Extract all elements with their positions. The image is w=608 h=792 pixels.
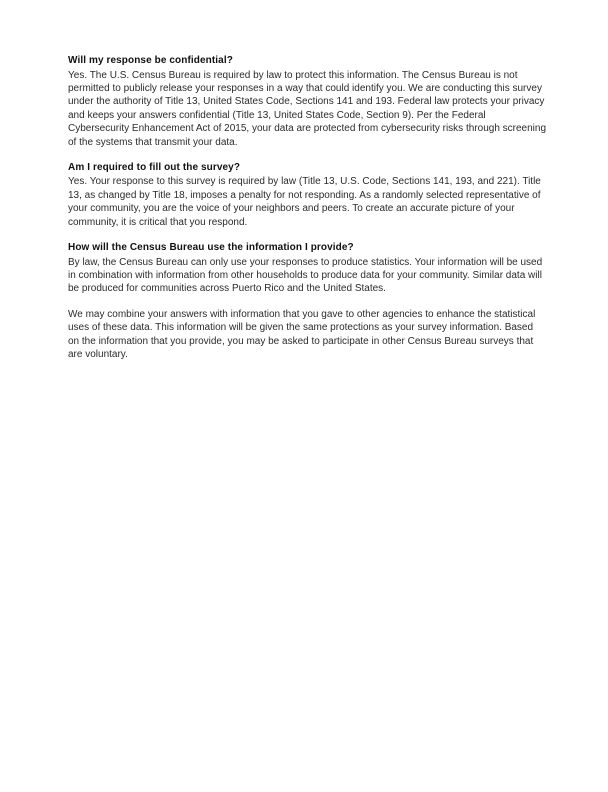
question-heading: Am I required to fill out the survey? bbox=[68, 161, 241, 173]
question-heading: How will the Census Bureau use the information I provide? bbox=[68, 242, 354, 254]
answer-paragraph: Yes. Your response to this survey is required by law (Title 13, U.S. Code, Sections 141, 193, and 221). Title 13, as changed by Title 18, imposes a penalty for not responding. As a randomly selected representative of your community, you are the voice of your neighbors and peers. To create an accurate picture of your community, it is critical that you respond. bbox=[68, 176, 541, 228]
answer-paragraph: We may combine your answers with information that you gave to other agencies to enhance the statistical uses of these data. This information will be given the same protections as your survey information. Based on the information that you provide, you may be asked to participate in other Census Bureau surveys that are voluntary. bbox=[68, 308, 536, 360]
answer-paragraph: By law, the Census Bureau can only use your responses to produce statistics. Your information will be used in combination with information from other households to produce data for your community. Similar data will be produced for communities across Puerto Rico and the United States. bbox=[68, 256, 543, 295]
faq-section-information-use bbox=[68, 241, 546, 361]
question-heading: Will my response be confidential? bbox=[68, 55, 233, 66]
answer-paragraph: Yes. The U.S. Census Bureau is required by law to protect this information. The Census Bureau is not permitted to publicly release your responses in a way that could identify you. We are conducting this survey under the authority of Title 13, United States Code, Sections 141 and 193. Federal law protects your privacy and keeps your answers confidential (Title 13, United States Code, Section 9). Per the Federal Cybersecurity Enhancement Act of 2015, your data are protected from cybersecurity risks through screening of the systems that transmit your data. bbox=[68, 69, 547, 148]
faq-section-confidentiality bbox=[68, 54, 546, 149]
faq-section-required bbox=[68, 161, 546, 229]
